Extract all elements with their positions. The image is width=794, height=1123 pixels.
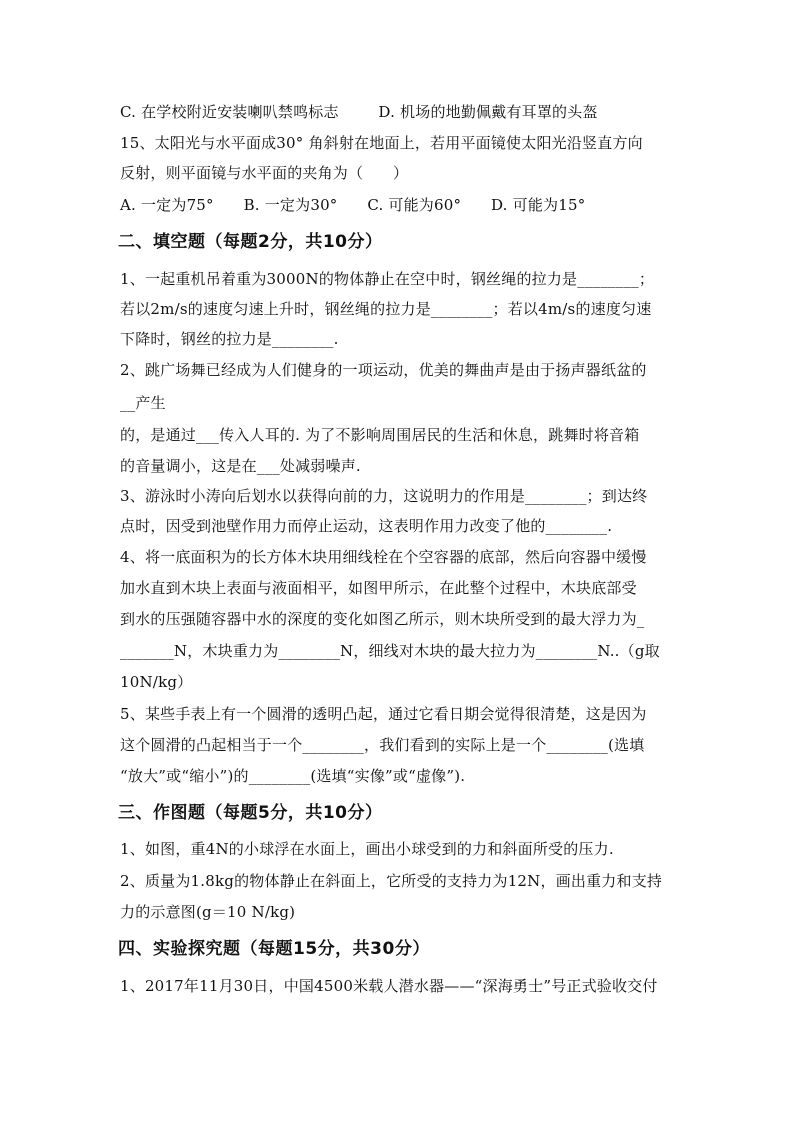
fill-q1-line-3: 下降时，钢丝的拉力是________.: [120, 330, 339, 348]
section-drawing-heading: 三、作图题（每题5分，共10分）: [118, 803, 383, 823]
question-15-line-2: 反射，则平面镜与水平面的夹角为（ ）: [120, 164, 409, 182]
question-15-options: A. 一定为75° B. 一定为30° C. 可能为60° D. 可能为15°: [120, 196, 586, 214]
option-line-cd: C. 在学校附近安装喇叭禁鸣标志 D. 机场的地勤佩戴有耳罩的头盔: [120, 103, 598, 121]
fill-q4-line-5: 10N/kg）: [120, 673, 193, 691]
fill-q4-line-3: 到水的压强随容器中水的深度的变化如图乙所示，则木块所受到的最大浮力为_: [120, 610, 645, 628]
fill-q4-line-1: 4、将一底面积为的长方体木块用细线栓在个空容器的底部，然后向容器中缓慢: [120, 548, 647, 566]
fill-q2-line-1: 2、跳广场舞已经成为人们健身的一项运动，优美的舞曲声是由于扬声器纸盆的: [120, 361, 647, 379]
drawing-q1: 1、如图，重4N的小球浮在水面上，画出小球受到的力和斜面所受的压力.: [120, 840, 614, 858]
fill-q2-line-3: 的，是通过___传入人耳的. 为了不影响周围居民的生活和休息，跳舞时将音箱: [120, 426, 640, 444]
section-experiment-heading: 四、实验探究题（每题15分，共30分）: [118, 939, 430, 959]
section-fill-blank-heading: 二、填空题（每题2分，共10分）: [118, 232, 383, 252]
fill-q1-line-1: 1、一起重机吊着重为3000N的物体静止在空中时，钢丝绳的拉力是________；: [120, 270, 655, 288]
fill-q5-line-1: 5、某些手表上有一个圆滑的透明凸起，通过它看日期会觉得很清楚，这是因为: [120, 705, 647, 723]
fill-q2-line-2: __产生: [120, 394, 166, 412]
fill-q1-line-2: 若以2m/s的速度匀速上升时，钢丝绳的拉力是________；若以4m/s的速度匀速: [120, 300, 652, 318]
drawing-q2-line-1: 2、质量为1.8kg的物体静止在斜面上，它所受的支持力为12N，画出重力和支持: [120, 872, 663, 890]
fill-q5-line-2: 这个圆滑的凸起相当于一个________，我们看到的实际上是一个________(选填: [120, 736, 645, 754]
fill-q3-line-1: 3、游泳时小涛向后划水以获得向前的力，这说明力的作用是________；到达终: [120, 487, 648, 505]
question-15-line-1: 15、太阳光与水平面成30° 角斜射在地面上，若用平面镜使太阳光沿竖直方向: [120, 134, 643, 152]
drawing-q2-line-2: 力的示意图(g＝10 N/kg): [120, 903, 296, 921]
fill-q4-line-4: _______N，木块重力为________N，细线对木块的最大拉力为________N..（g取: [120, 642, 660, 660]
fill-q5-line-3: “放大”或“缩小”)的________(选填“实像”或“虚像”).: [120, 767, 466, 785]
fill-q4-line-2: 加水直到木块上表面与液面相平，如图甲所示，在此整个过程中，木块底部受: [120, 579, 637, 597]
fill-q3-line-2: 点时，因受到池壁作用力而停止运动，这表明作用力改变了他的________.: [120, 517, 613, 535]
fill-q2-line-4: 的音量调小，这是在___处减弱噪声.: [120, 457, 361, 475]
experiment-q1-line-1: 1、2017年11月30日，中国4500米载人潜水器——“深海勇士”号正式验收交付: [120, 977, 658, 995]
